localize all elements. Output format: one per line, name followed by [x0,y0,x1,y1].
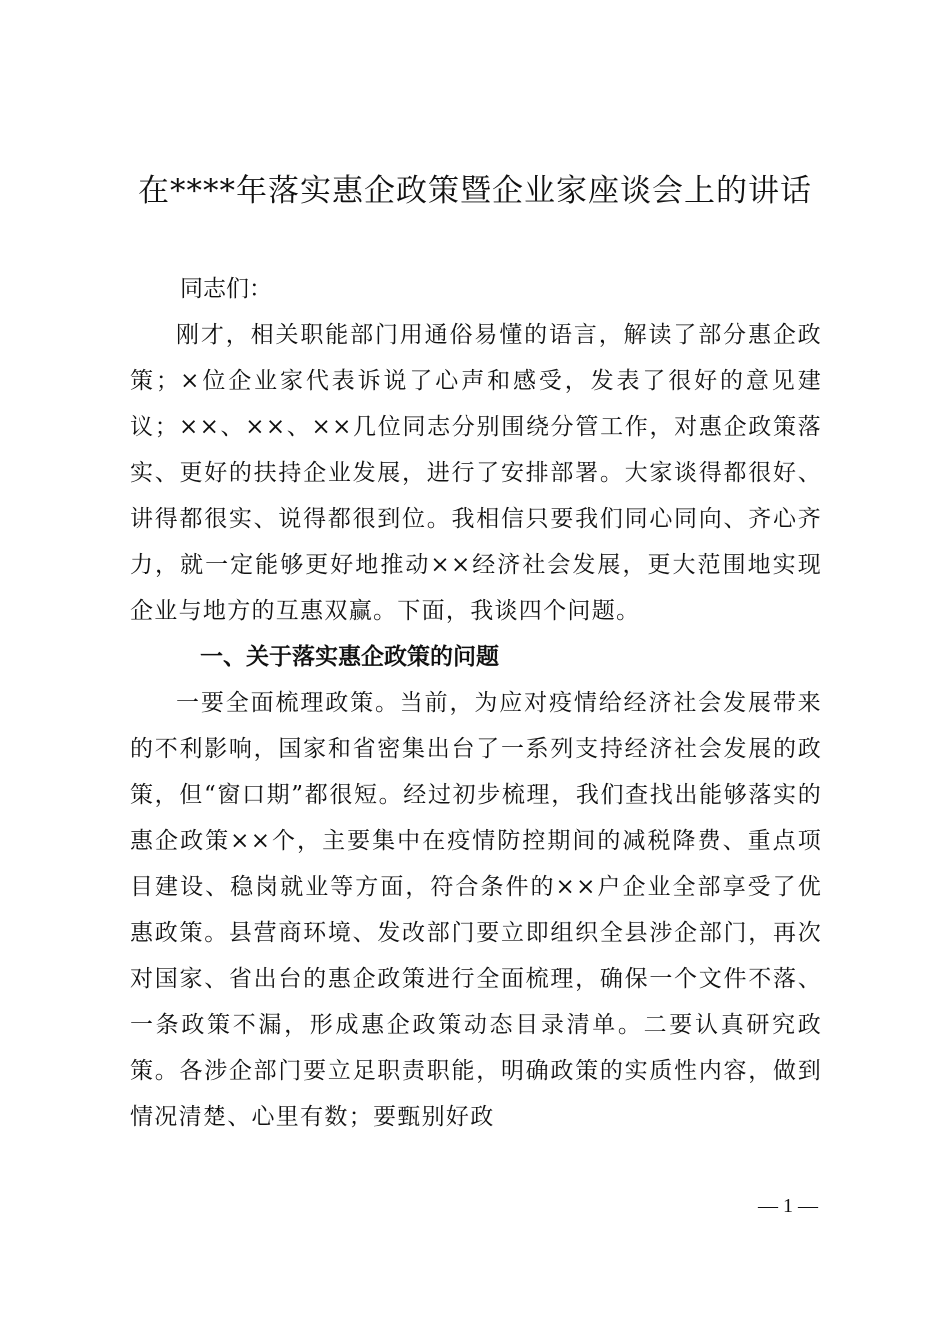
greeting: 同志们： [180,276,272,302]
page-number: — 1 — [758,1195,818,1217]
document-title: 在****年落实惠企政策暨企业家座谈会上的讲话 [138,173,812,209]
paragraph-1: 刚才，相关职能部门用通俗易懂的语言，解读了部分惠企政策；×位企业家代表诉说了心声和感受，发表了很好的意见建议；××、××、××几位同志分别围绕分管工作，对惠企政策落实、更好的扶持企业发展，进行了安排部署。大家谈得都很好、讲得都很实、说得都很到位。我相信只要我们同心同向、齐心齐力，就一定能够更好地推动××经济社会发展，更大范围地实现企业与地方的互惠双赢。下面，我谈四个问题。 [130,322,822,624]
paragraph-2: 一要全面梳理政策。当前，为应对疫情给经济社会发展带来的不利影响，国家和省密集出台了一系列支持经济社会发展的政策，但“窗口期”都很短。经过初步梳理，我们查找出能够落实的惠企政策××个，主要集中在疫情防控期间的减税降费、重点项目建设、稳岗就业等方面，符合条件的××户企业全部享受了优惠政策。县营商环境、发改部门要立即组织全县涉企部门，再次对国家、省出台的惠企政策进行全面梳理，确保一个文件不落、一条政策不漏，形成惠企政策动态目录清单。二要认真研究政策。各涉企部门要立足职责职能，明确政策的实质性内容，做到情况清楚、心里有数；要甄别好政 [130,690,822,1130]
section-heading-1: 一、关于落实惠企政策的问题 [200,644,499,670]
